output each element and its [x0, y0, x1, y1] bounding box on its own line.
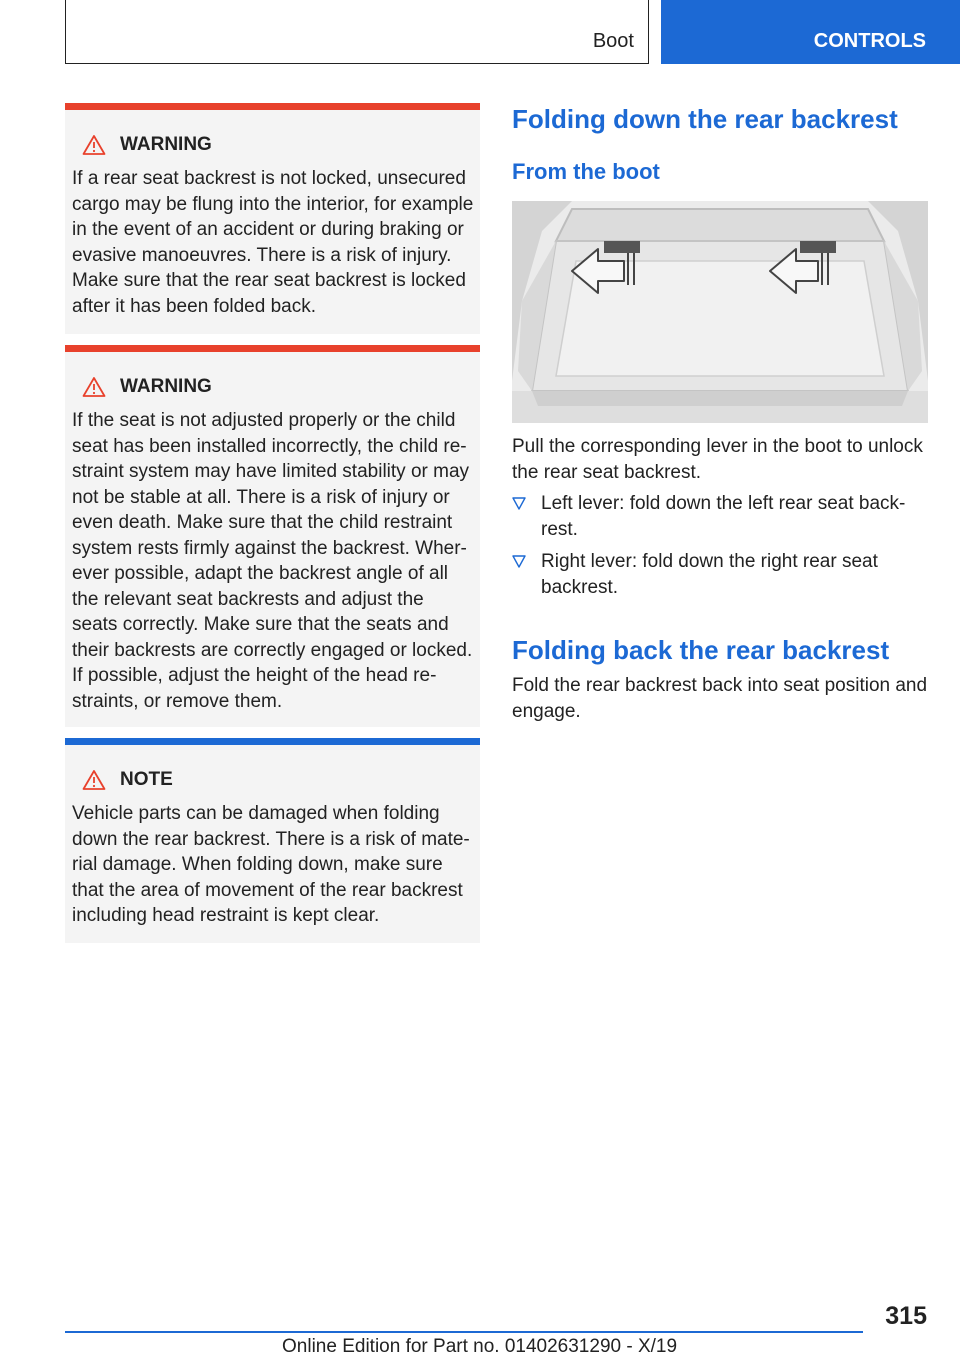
- section-heading-fold-back: Folding back the rear backrest: [512, 635, 890, 665]
- page-number: 315: [885, 1302, 927, 1330]
- warning-box-2: [65, 345, 480, 727]
- note-box: [65, 738, 480, 943]
- list-item: [512, 549, 932, 600]
- section-heading-fold-down: Folding down the rear backrest: [512, 104, 898, 134]
- notice-title: WARNING: [120, 376, 212, 397]
- warning-triangle-icon: [82, 134, 106, 156]
- footer-divider: [65, 1331, 863, 1333]
- warning-triangle-icon: [82, 769, 106, 791]
- header-chapter-title: CONTROLS: [813, 30, 926, 52]
- notice-text: Vehicle parts can be damaged when folding down the rear backrest. There is a risk of mate‐rial damage. When folding down, make sure that the area of movement of the rear backrest including head restraint is kept clear.: [72, 803, 470, 926]
- list-item: [512, 491, 932, 542]
- list-item-text: Left lever: fold down the left rear seat back‐rest.: [541, 493, 906, 540]
- footer-edition: Online Edition for Part no. 01402631290 - X/19: [282, 1336, 678, 1357]
- notice-header: [82, 769, 474, 791]
- list-item-text: Right lever: fold down the right rear seat backrest.: [541, 551, 878, 598]
- fold-back-paragraph: Fold the rear backrest back into seat position and engage.: [512, 675, 928, 722]
- notice-text: If the seat is not adjusted properly or the child seat has been installed incorrectly, the child re‐straint system may have limited stability or may not be stable at all. There is a risk of injury or even death. Make sure that the child restraint system rests firmly against the backrest. Wher‐ever possible, adapt the backrest angle of all the relevant seat backrests and adjust the seats correctly. Make sure that the seats and their backrests are correctly engaged or locked. If possible, adjust the height of the head re‐straints, or remove them.: [72, 410, 473, 712]
- notice-text: If a rear seat backrest is not locked, unsecured cargo may be flung into the interior, for example in the event of an accident or during braking or evasive manoeuvres. There is a risk of injury. Make sure that the rear seat backrest is locked after it has been folded back.: [72, 168, 474, 317]
- boot-levers-image: [512, 201, 928, 423]
- notice-title: NOTE: [120, 769, 173, 790]
- notice-title: WARNING: [120, 134, 212, 155]
- intro-paragraph: Pull the corresponding lever in the boot to unlock the rear seat backrest.: [512, 436, 923, 483]
- notice-header: [82, 376, 474, 398]
- header-section-title: Boot: [592, 30, 634, 52]
- notice-header: [82, 134, 474, 156]
- header-section-tab: [65, 0, 649, 64]
- warning-box-1: [65, 103, 480, 334]
- triangle-bullet-icon: [512, 495, 526, 511]
- subheading-from-boot: From the boot: [512, 159, 660, 184]
- warning-triangle-icon: [82, 376, 106, 398]
- header-chapter-tab: [661, 0, 960, 64]
- boot-illustration: [512, 201, 928, 423]
- triangle-bullet-icon: [512, 553, 526, 569]
